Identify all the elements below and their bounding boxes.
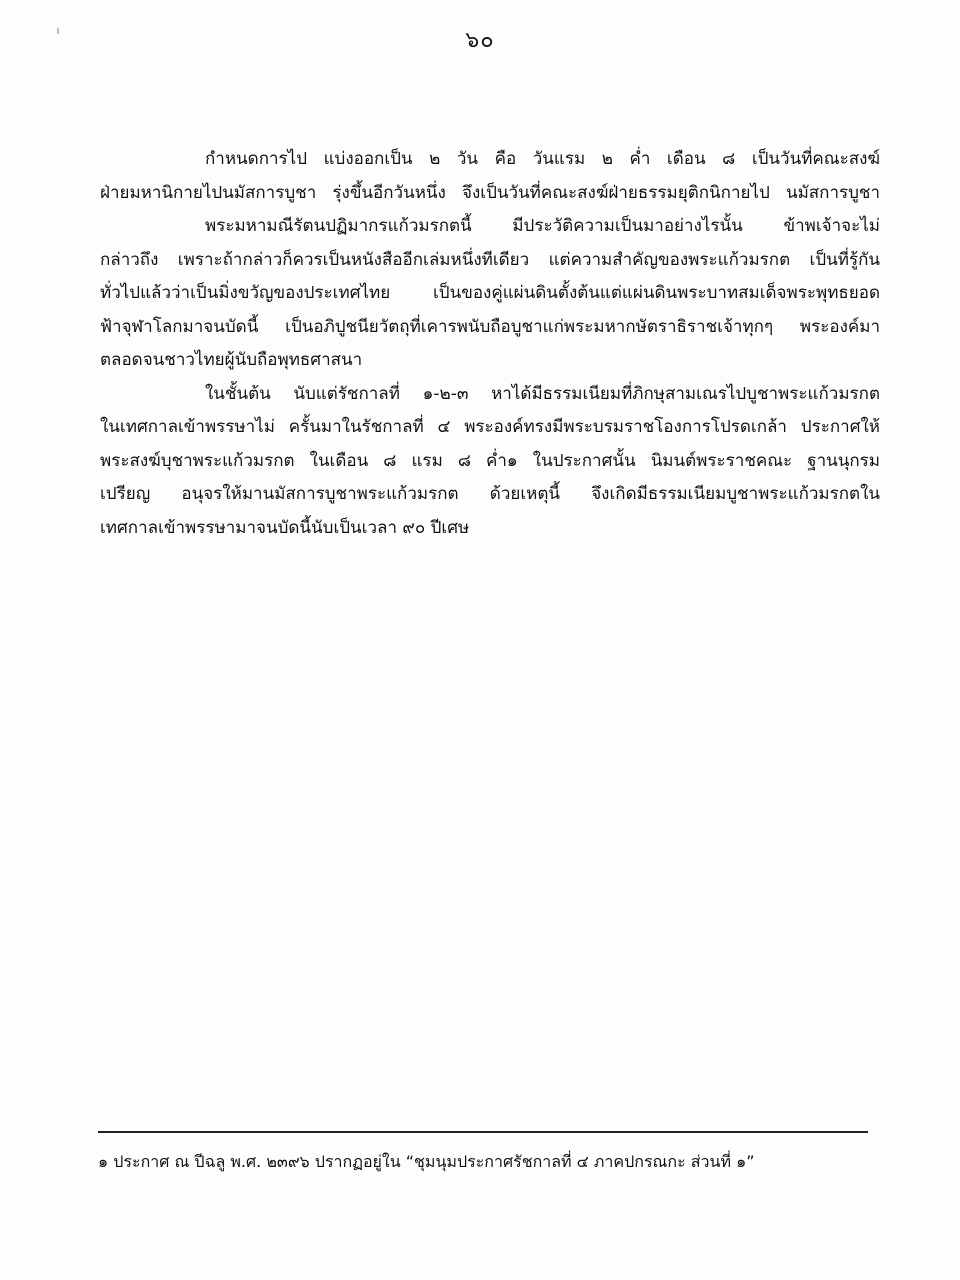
body-text <box>100 143 880 545</box>
paragraph-1-line-1: กำหนดการไป แบ่งออกเป็น ๒ วัน คือ วันแรม ๒ ค่ำ เดือน ๘ เป็นวันที่คณะสงฆ์ <box>205 149 880 169</box>
page-number: ๖๐ <box>465 28 495 53</box>
paragraph-1-line-2: ฝ่ายมหานิกายไปนมัสการบูชา รุ่งขึ้นอีกวันหนึ่ง จึงเป็นวันที่คณะสงฆ์ฝ่ายธรรมยุติกนิกายไป นมัสการบูชา <box>100 182 880 203</box>
paragraph-2-line-1: พระมหามณีรัตนปฏิมากรแก้วมรกตนี้ มีประวัติความเป็นมาอย่างไรนั้น ข้าพเจ้าจะไม่ <box>205 216 880 236</box>
paragraph-3-line-5: เทศกาลเข้าพรรษามาจนบัดนี้นับเป็นเวลา ๙๐ ปีเศษ <box>100 517 470 538</box>
footnote-divider <box>98 1131 868 1133</box>
paragraph-2-line-4: ฟ้าจุฬาโลกมาจนบัดนี้ เป็นอภิปูชนียวัตถุที่เคารพนับถือบูชาแก่พระมหากษัตราธิราชเจ้าทุกๆ พระองค์มา <box>100 316 880 337</box>
paragraph-3-line-1: ในชั้นต้น นับแต่รัชกาลที่ ๑-๒-๓ หาได้มีธรรมเนียมที่ภิกษุสามเณรไปบูชาพระแก้วมรกต <box>205 383 880 404</box>
paragraph-3-line-3: พระสงฆ์บุชาพระแก้วมรกต ในเดือน ๘ แรม ๘ ค่ำ๑ ในประกาศนั้น นิมนต์พระราชคณะ ฐานนุกรม <box>100 450 880 471</box>
paragraph-2-line-5: ตลอดจนชาวไทยผู้นับถือพุทธศาสนา <box>100 350 363 370</box>
paragraph-2-line-3: ทั่วไปแล้วว่าเป็นมิ่งขวัญของประเทศไทย เป็นของคู่แผ่นดินตั้งต้นแต่แผ่นดินพระบาทสมเด็จพระพุทธยอด <box>100 283 880 303</box>
footnote: ๑ ประกาศ ณ ปีฉลู พ.ศ. ๒๓๙๖ ปรากฏอยู่ใน “ชุมนุมประกาศรัชกาลที่ ๔ ภาคปกรณกะ ส่วนที่ ๑” <box>98 1152 755 1171</box>
paragraph-3-line-4: เปรียญ อนุจรให้มานมัสการบูชาพระแก้วมรกต ด้วยเหตุนี้ จึงเกิดมีธรรมเนียมบูชาพระแก้วมรกตใน <box>100 484 880 504</box>
paragraph-2-line-2: กล่าวถึง เพราะถ้ากล่าวก็ควรเป็นหนังสืออีกเล่มหนึ่งทีเดียว แต่ความสำคัญของพระแก้วมรกต เป็นที่รู้กัน <box>100 249 880 270</box>
paragraph-3-line-2: ในเทศกาลเข้าพรรษาไม่ ครั้นมาในรัชกาลที่ ๔ พระองค์ทรงมีพระบรมราชโองการโปรดเกล้า ประกาศให้ <box>100 417 880 437</box>
